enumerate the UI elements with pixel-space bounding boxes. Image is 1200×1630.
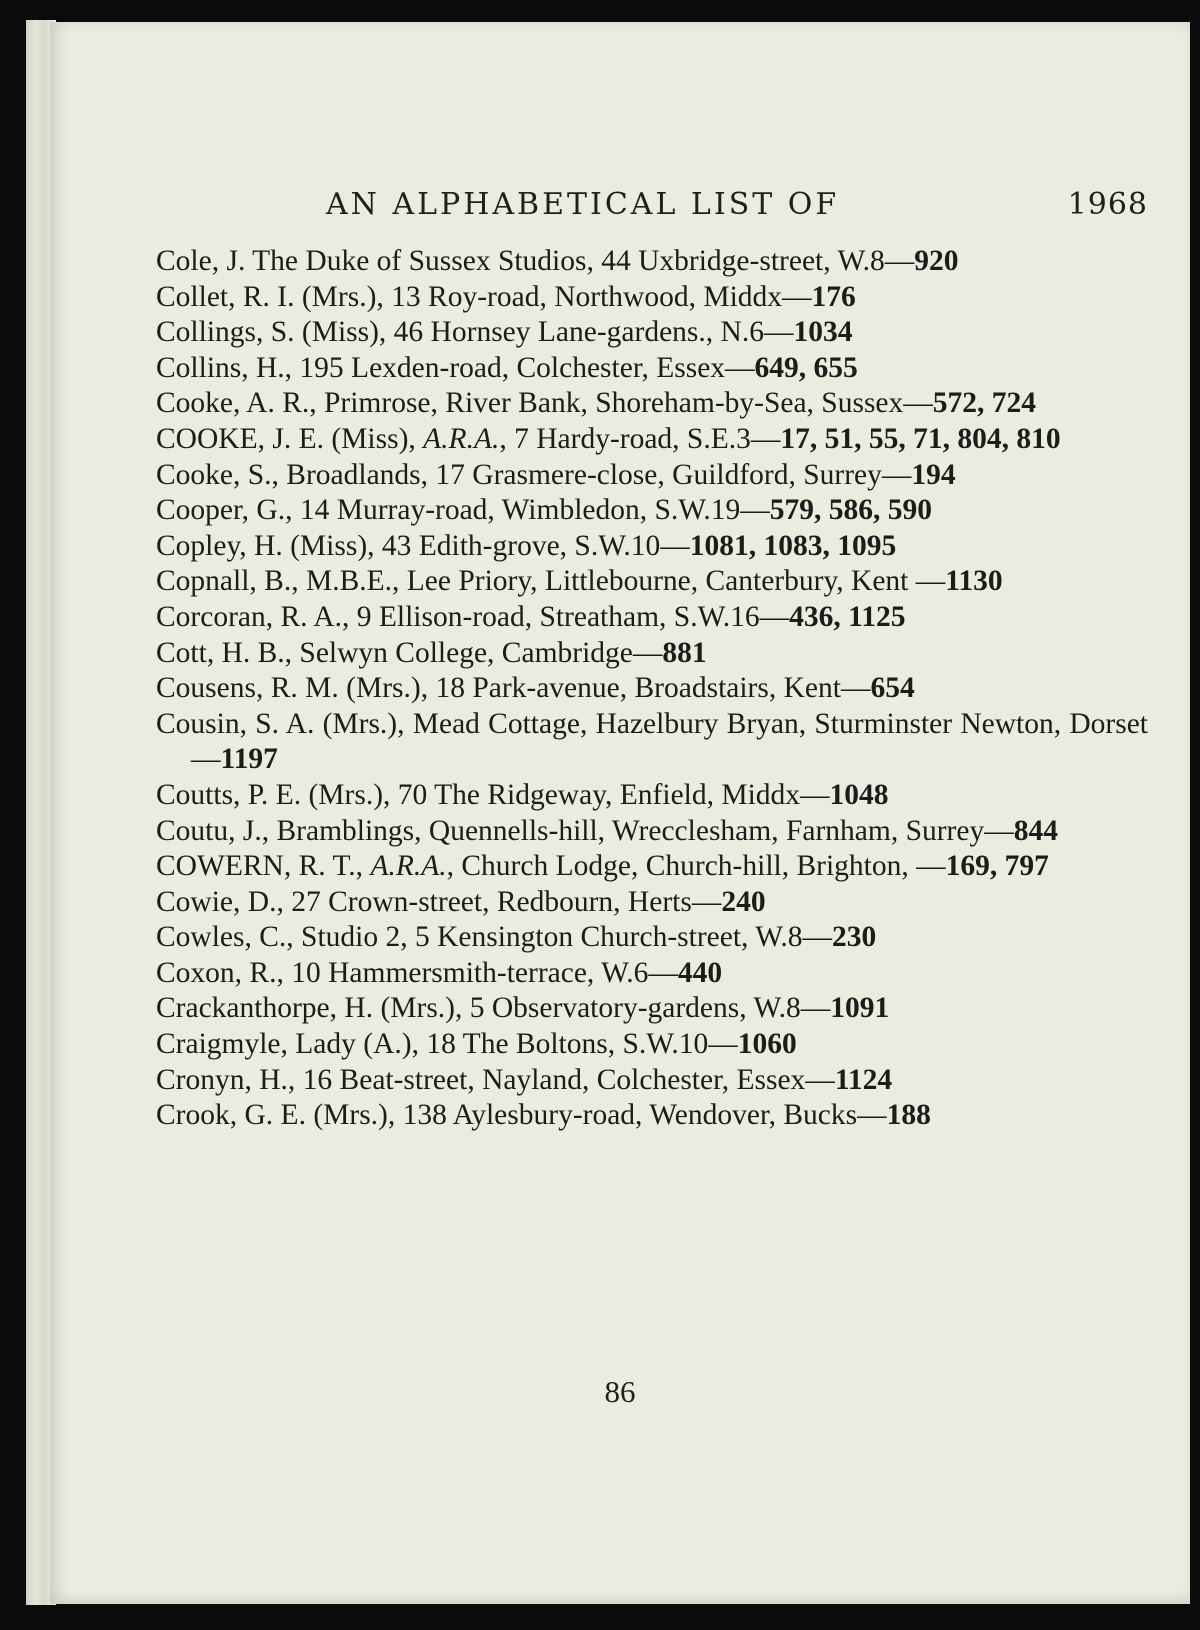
catalogue-numbers: 440 (677, 956, 723, 989)
catalogue-numbers: 1130 (945, 565, 1003, 598)
running-year: 1968 (1067, 187, 1148, 222)
list-entry: Cousin, S. A. (Mrs.), Mead Cottage, Hazelbury Bryan, Sturminster Newton, Dorset—1197 (156, 707, 1148, 776)
catalogue-numbers: 436, 1125 (789, 600, 906, 633)
academician-title: A.R.A. (423, 422, 500, 455)
catalogue-numbers: 1091 (830, 992, 890, 1025)
catalogue-numbers: 844 (1013, 814, 1058, 847)
list-entry: Craigmyle, Lady (A.), 18 The Boltons, S.W.10—1060 (156, 1028, 797, 1061)
list-entry: Collet, R. I. (Mrs.), 13 Roy-road, Northwood, Middx—176 (156, 280, 856, 313)
list-entry: Cole, J. The Duke of Sussex Studios, 44 Uxbridge-street, W.8—920 (156, 245, 959, 277)
list-entry: Collings, S. (Miss), 46 Hornsey Lane-gardens., N.6—1034 (156, 316, 853, 349)
catalogue-numbers: 1060 (737, 1028, 797, 1061)
catalogue-numbers: 169, 797 (945, 850, 1049, 883)
list-entry: Cowie, D., 27 Crown-street, Redbourn, Herts—240 (156, 885, 766, 918)
catalogue-numbers: 1081, 1083, 1095 (689, 529, 897, 562)
list-entry: Coutu, J., Bramblings, Quennells-hill, Wrecclesham, Farnham, Surrey—844 (156, 814, 1058, 847)
catalogue-numbers: 1034 (793, 316, 853, 349)
catalogue-numbers: 1197 (220, 743, 278, 776)
catalogue-numbers: 230 (832, 921, 877, 954)
entry-list (156, 244, 1148, 1134)
page (50, 22, 1190, 1604)
list-entry: COOKE, J. E. (Miss), A.R.A., 7 Hardy-road, S.E.3—17, 51, 55, 71, 804, 810 (156, 422, 1061, 455)
list-entry: Cooke, A. R., Primrose, River Bank, Shoreham-by-Sea, Sussex—572, 724 (156, 387, 1037, 420)
academician-title: A.R.A. (370, 850, 447, 883)
list-entry: Copley, H. (Miss), 43 Edith-grove, S.W.10—1081, 1083, 1095 (156, 529, 897, 562)
catalogue-numbers: 176 (811, 280, 856, 313)
catalogue-numbers: 572, 724 (932, 387, 1037, 420)
list-entry: Cronyn, H., 16 Beat-street, Nayland, Colchester, Essex—1124 (156, 1063, 893, 1096)
list-entry: Copnall, B., M.B.E., Lee Priory, Littlebourne, Canterbury, Kent —1130 (156, 565, 1003, 598)
list-entry: Cowles, C., Studio 2, 5 Kensington Church-street, W.8—230 (156, 921, 877, 954)
list-entry: Corcoran, R. A., 9 Ellison-road, Streatham, S.W.16—436, 1125 (156, 600, 906, 633)
catalogue-numbers: 240 (721, 885, 766, 918)
list-entry: COWERN, R. T., A.R.A., Church Lodge, Church-hill, Brighton, —169, 797 (156, 850, 1049, 883)
running-title: AN ALPHABETICAL LIST OF (326, 187, 840, 222)
catalogue-numbers: 881 (662, 636, 707, 669)
list-entry: Cousens, R. M. (Mrs.), 18 Park-avenue, Broadstairs, Kent—654 (156, 672, 915, 705)
list-entry: Cooper, G., 14 Murray-road, Wimbledon, S.W.19—579, 586, 590 (156, 494, 933, 527)
list-entry: Coxon, R., 10 Hammersmith-terrace, W.6—440 (156, 956, 723, 989)
catalogue-numbers: 579, 586, 590 (769, 494, 933, 527)
catalogue-numbers: 188 (886, 1099, 931, 1132)
running-head (50, 187, 1190, 227)
catalogue-numbers: 649, 655 (754, 351, 858, 384)
list-entry: Coutts, P. E. (Mrs.), 70 The Ridgeway, Enfield, Middx—1048 (156, 778, 889, 811)
catalogue-numbers: 920 (914, 245, 959, 277)
list-entry: Crackanthorpe, H. (Mrs.), 5 Observatory-gardens, W.8—1091 (156, 992, 890, 1025)
list-entry: Cott, H. B., Selwyn College, Cambridge—881 (156, 636, 707, 669)
catalogue-numbers: 17, 51, 55, 71, 804, 810 (780, 422, 1061, 455)
list-entry: Collins, H., 195 Lexden-road, Colchester, Essex—649, 655 (156, 351, 858, 384)
catalogue-numbers: 654 (870, 672, 915, 705)
page-number: 86 (604, 1374, 636, 1409)
catalogue-numbers: 194 (911, 458, 956, 491)
list-entry: Crook, G. E. (Mrs.), 138 Aylesbury-road, Wendover, Bucks—188 (156, 1099, 931, 1132)
list-entry: Cooke, S., Broadlands, 17 Grasmere-close, Guildford, Surrey—194 (156, 458, 956, 491)
catalogue-numbers: 1124 (834, 1063, 893, 1096)
catalogue-numbers: 1048 (829, 778, 889, 811)
